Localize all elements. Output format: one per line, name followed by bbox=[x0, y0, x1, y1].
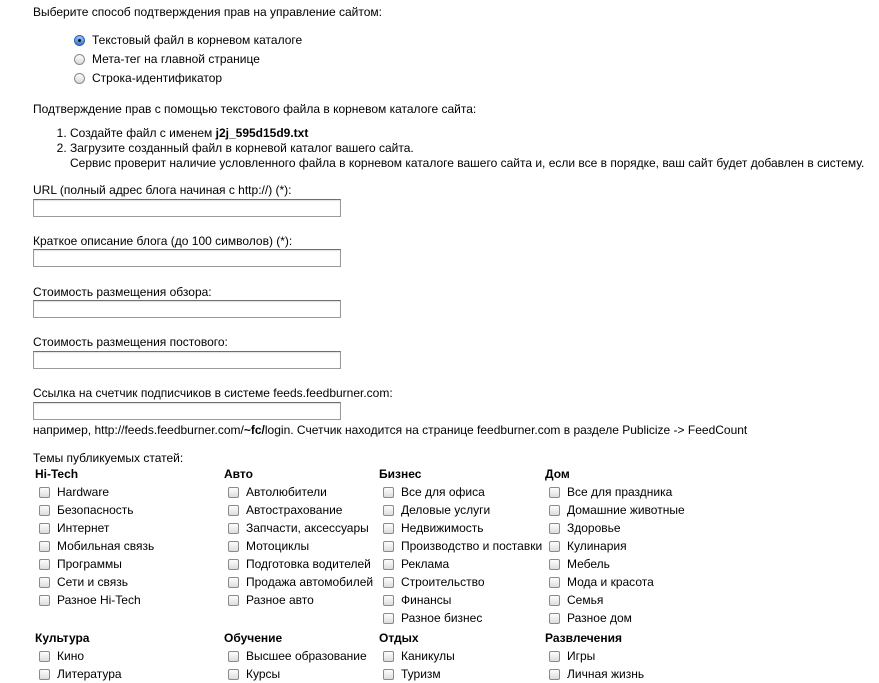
checkbox[interactable] bbox=[39, 577, 50, 588]
topic-label: Разное дом bbox=[567, 611, 632, 625]
topic-label: Кино bbox=[57, 649, 84, 663]
feed-label: Ссылка на счетчик подписчиков в системе feeds.feedburner.com: bbox=[33, 386, 393, 400]
topic-label: Мебель bbox=[567, 557, 610, 571]
confirm-text: Подтверждение прав с помощью текстового файла в корневом каталоге сайта: bbox=[33, 102, 477, 116]
topic-label: Игры bbox=[567, 649, 596, 663]
checkbox[interactable] bbox=[39, 669, 50, 680]
category-home bbox=[545, 466, 685, 627]
topic-label: Семья bbox=[567, 593, 604, 607]
radio-button[interactable] bbox=[74, 35, 85, 46]
category-title: Развлечения bbox=[545, 631, 622, 645]
topic-label: Реклама bbox=[401, 557, 450, 571]
radio-button[interactable] bbox=[74, 54, 85, 65]
topics-title: Темы публикуемых статей: bbox=[33, 451, 184, 465]
topic-label: Высшее образование bbox=[246, 649, 367, 663]
description-input[interactable] bbox=[33, 249, 341, 267]
topic-label: Личная жизнь bbox=[567, 667, 645, 681]
checkbox[interactable] bbox=[228, 523, 239, 534]
topic-checkbox-item[interactable] bbox=[545, 609, 685, 627]
checkbox[interactable] bbox=[228, 595, 239, 606]
topic-checkbox-item[interactable] bbox=[224, 591, 373, 609]
checkbox[interactable] bbox=[228, 651, 239, 662]
topic-label: Строительство bbox=[401, 575, 485, 589]
topic-label: Домашние животные bbox=[567, 503, 685, 517]
checkbox[interactable] bbox=[39, 559, 50, 570]
url-label: URL (полный адрес блога начиная с http://) (*): bbox=[33, 183, 292, 197]
checkbox[interactable] bbox=[383, 669, 394, 680]
steps-list bbox=[40, 126, 864, 171]
topic-checkbox-item[interactable] bbox=[35, 519, 154, 537]
topic-label: Мода и красота bbox=[567, 575, 654, 589]
topic-label: Финансы bbox=[401, 593, 452, 607]
topic-label: Кулинария bbox=[567, 539, 627, 553]
topic-checkbox-item[interactable] bbox=[224, 501, 373, 519]
topic-checkbox-item[interactable] bbox=[379, 501, 542, 519]
topic-checkbox-item[interactable] bbox=[379, 591, 542, 609]
category-culture bbox=[35, 630, 122, 683]
topic-checkbox-item[interactable] bbox=[224, 647, 367, 665]
radio-label: Текстовый файл в корневом каталоге bbox=[92, 33, 303, 47]
category-auto bbox=[224, 466, 373, 609]
topic-checkbox-item[interactable] bbox=[35, 537, 154, 555]
topic-checkbox-item[interactable] bbox=[35, 555, 154, 573]
checkbox[interactable] bbox=[549, 523, 560, 534]
checkbox[interactable] bbox=[549, 669, 560, 680]
topic-label: Разное авто bbox=[246, 593, 314, 607]
checkbox[interactable] bbox=[228, 505, 239, 516]
topic-label: Разное бизнес bbox=[401, 611, 483, 625]
topic-checkbox-item[interactable] bbox=[35, 591, 154, 609]
topic-checkbox-item[interactable] bbox=[224, 555, 373, 573]
feed-hint-text: login. Счетчик находится на странице feedburner.com в разделе Publicize -> FeedCount bbox=[264, 423, 748, 437]
topic-checkbox-item[interactable] bbox=[545, 501, 685, 519]
topic-label: Автострахование bbox=[246, 503, 343, 517]
step-note: Сервис проверит наличие условленного файла в корневом каталоге вашего сайта и, если все в порядке, ваш сайт будет добавлен в систему. bbox=[70, 156, 865, 170]
checkbox[interactable] bbox=[383, 541, 394, 552]
topic-checkbox-item[interactable] bbox=[35, 647, 122, 665]
review-price-input[interactable] bbox=[33, 300, 341, 318]
topic-label: Здоровье bbox=[567, 521, 621, 535]
topic-label: Мобильная связь bbox=[57, 539, 155, 553]
category-title: Обучение bbox=[224, 631, 283, 645]
radio-label: Мета-тег на главной странице bbox=[92, 52, 260, 66]
checkbox[interactable] bbox=[383, 505, 394, 516]
category-business bbox=[379, 466, 542, 627]
topic-checkbox-item[interactable] bbox=[545, 665, 644, 683]
category-title: Бизнес bbox=[379, 467, 422, 481]
topic-checkbox-item[interactable] bbox=[545, 591, 685, 609]
topic-label: Производство и поставки bbox=[401, 539, 543, 553]
topic-label: Программы bbox=[57, 557, 122, 571]
topic-checkbox-item[interactable] bbox=[379, 537, 542, 555]
topic-checkbox-item[interactable] bbox=[35, 665, 122, 683]
topic-checkbox-item[interactable] bbox=[224, 537, 373, 555]
category-hi-tech bbox=[35, 466, 154, 609]
topic-checkbox-item[interactable] bbox=[379, 519, 542, 537]
checkbox[interactable] bbox=[39, 487, 50, 498]
topic-label: Все для праздника bbox=[567, 485, 673, 499]
checkbox[interactable] bbox=[549, 595, 560, 606]
step-text: Создайте файл с именем bbox=[70, 126, 216, 140]
topic-label: Литература bbox=[57, 667, 122, 681]
topic-checkbox-item[interactable] bbox=[379, 609, 542, 627]
radio-option-meta-tag[interactable] bbox=[74, 52, 260, 66]
feed-hint-bold: ~fc/ bbox=[243, 423, 265, 437]
review-price-label: Стоимость размещения обзора: bbox=[33, 285, 212, 299]
topic-checkbox-item[interactable] bbox=[224, 483, 373, 501]
checkbox[interactable] bbox=[383, 577, 394, 588]
checkbox[interactable] bbox=[383, 559, 394, 570]
radio-label: Строка-идентификатор bbox=[92, 71, 223, 85]
checkbox[interactable] bbox=[39, 541, 50, 552]
topic-label: Продажа автомобилей bbox=[246, 575, 374, 589]
topic-checkbox-item[interactable] bbox=[35, 501, 154, 519]
checkbox[interactable] bbox=[228, 541, 239, 552]
checkbox[interactable] bbox=[39, 595, 50, 606]
topic-checkbox-item[interactable] bbox=[545, 483, 685, 501]
post-price-label: Стоимость размещения постового: bbox=[33, 335, 228, 349]
category-title: Hi-Tech bbox=[35, 467, 79, 481]
topic-label: Автолюбители bbox=[246, 485, 327, 499]
checkbox[interactable] bbox=[228, 669, 239, 680]
category-title: Авто bbox=[224, 467, 253, 481]
category-title: Отдых bbox=[379, 631, 419, 645]
description-label: Краткое описание блога (до 100 символов) (*): bbox=[33, 234, 293, 248]
topic-checkbox-item[interactable] bbox=[224, 665, 367, 683]
checkbox[interactable] bbox=[39, 505, 50, 516]
radio-option-id-string[interactable] bbox=[74, 71, 222, 85]
checkbox[interactable] bbox=[228, 577, 239, 588]
topic-label: Сети и связь bbox=[57, 575, 129, 589]
checkbox[interactable] bbox=[549, 505, 560, 516]
topic-checkbox-item[interactable] bbox=[379, 647, 455, 665]
topic-label: Разное Hi-Tech bbox=[57, 593, 141, 607]
topic-checkbox-item[interactable] bbox=[379, 555, 542, 573]
topic-checkbox-item[interactable] bbox=[545, 555, 685, 573]
checkbox[interactable] bbox=[39, 651, 50, 662]
topic-checkbox-item[interactable] bbox=[545, 647, 644, 665]
topic-checkbox-item[interactable] bbox=[224, 519, 373, 537]
checkbox[interactable] bbox=[383, 523, 394, 534]
radio-option-text-file[interactable] bbox=[74, 33, 302, 47]
category-title: Дом bbox=[545, 467, 570, 481]
topic-checkbox-item[interactable] bbox=[379, 665, 455, 683]
topic-label: Туризм bbox=[401, 667, 441, 681]
topic-label: Интернет bbox=[57, 521, 110, 535]
radio-button[interactable] bbox=[74, 73, 85, 84]
topic-checkbox-item[interactable] bbox=[545, 519, 685, 537]
topic-label: Подготовка водителей bbox=[246, 557, 371, 571]
filename: j2j_595d15d9.txt bbox=[215, 126, 309, 140]
step-create-file bbox=[70, 126, 864, 141]
topic-label: Запчасти, аксессуары bbox=[246, 521, 369, 535]
topic-label: Все для офиса bbox=[401, 485, 485, 499]
topic-checkbox-item[interactable] bbox=[35, 483, 154, 501]
category-title: Культура bbox=[35, 631, 90, 645]
checkbox[interactable] bbox=[383, 651, 394, 662]
topic-checkbox-item[interactable] bbox=[379, 483, 542, 501]
topic-label: Недвижимость bbox=[401, 521, 484, 535]
topic-label: Безопасность bbox=[57, 503, 134, 517]
checkbox[interactable] bbox=[549, 613, 560, 624]
category-leisure bbox=[379, 630, 455, 683]
post-price-input[interactable] bbox=[33, 351, 341, 369]
checkbox[interactable] bbox=[39, 523, 50, 534]
topic-label: Курсы bbox=[246, 667, 281, 681]
feed-hint bbox=[33, 423, 747, 437]
topic-checkbox-item[interactable] bbox=[379, 573, 542, 591]
checkbox[interactable] bbox=[549, 577, 560, 588]
step-upload-file bbox=[70, 141, 864, 171]
category-entertainment bbox=[545, 630, 644, 683]
checkbox[interactable] bbox=[383, 595, 394, 606]
topic-label: Hardware bbox=[57, 485, 110, 499]
checkbox[interactable] bbox=[383, 613, 394, 624]
url-input[interactable] bbox=[33, 199, 341, 217]
checkbox[interactable] bbox=[549, 487, 560, 498]
topic-checkbox-item[interactable] bbox=[545, 537, 685, 555]
checkbox[interactable] bbox=[549, 541, 560, 552]
feed-input[interactable] bbox=[33, 402, 341, 420]
topic-label: Деловые услуги bbox=[401, 503, 491, 517]
topic-checkbox-item[interactable] bbox=[224, 573, 373, 591]
topic-checkbox-item[interactable] bbox=[35, 573, 154, 591]
category-education bbox=[224, 630, 367, 683]
topic-label: Мотоциклы bbox=[246, 539, 310, 553]
checkbox[interactable] bbox=[549, 559, 560, 570]
checkbox[interactable] bbox=[228, 487, 239, 498]
step-text: Загрузите созданный файл в корневой каталог вашего сайта. bbox=[70, 141, 414, 155]
verify-title: Выберите способ подтверждения прав на управление сайтом: bbox=[33, 5, 382, 19]
checkbox[interactable] bbox=[228, 559, 239, 570]
topic-checkbox-item[interactable] bbox=[545, 573, 685, 591]
topic-label: Каникулы bbox=[401, 649, 455, 663]
checkbox[interactable] bbox=[383, 487, 394, 498]
feed-hint-text: например, http://feeds.feedburner.com/ bbox=[33, 423, 244, 437]
checkbox[interactable] bbox=[549, 651, 560, 662]
